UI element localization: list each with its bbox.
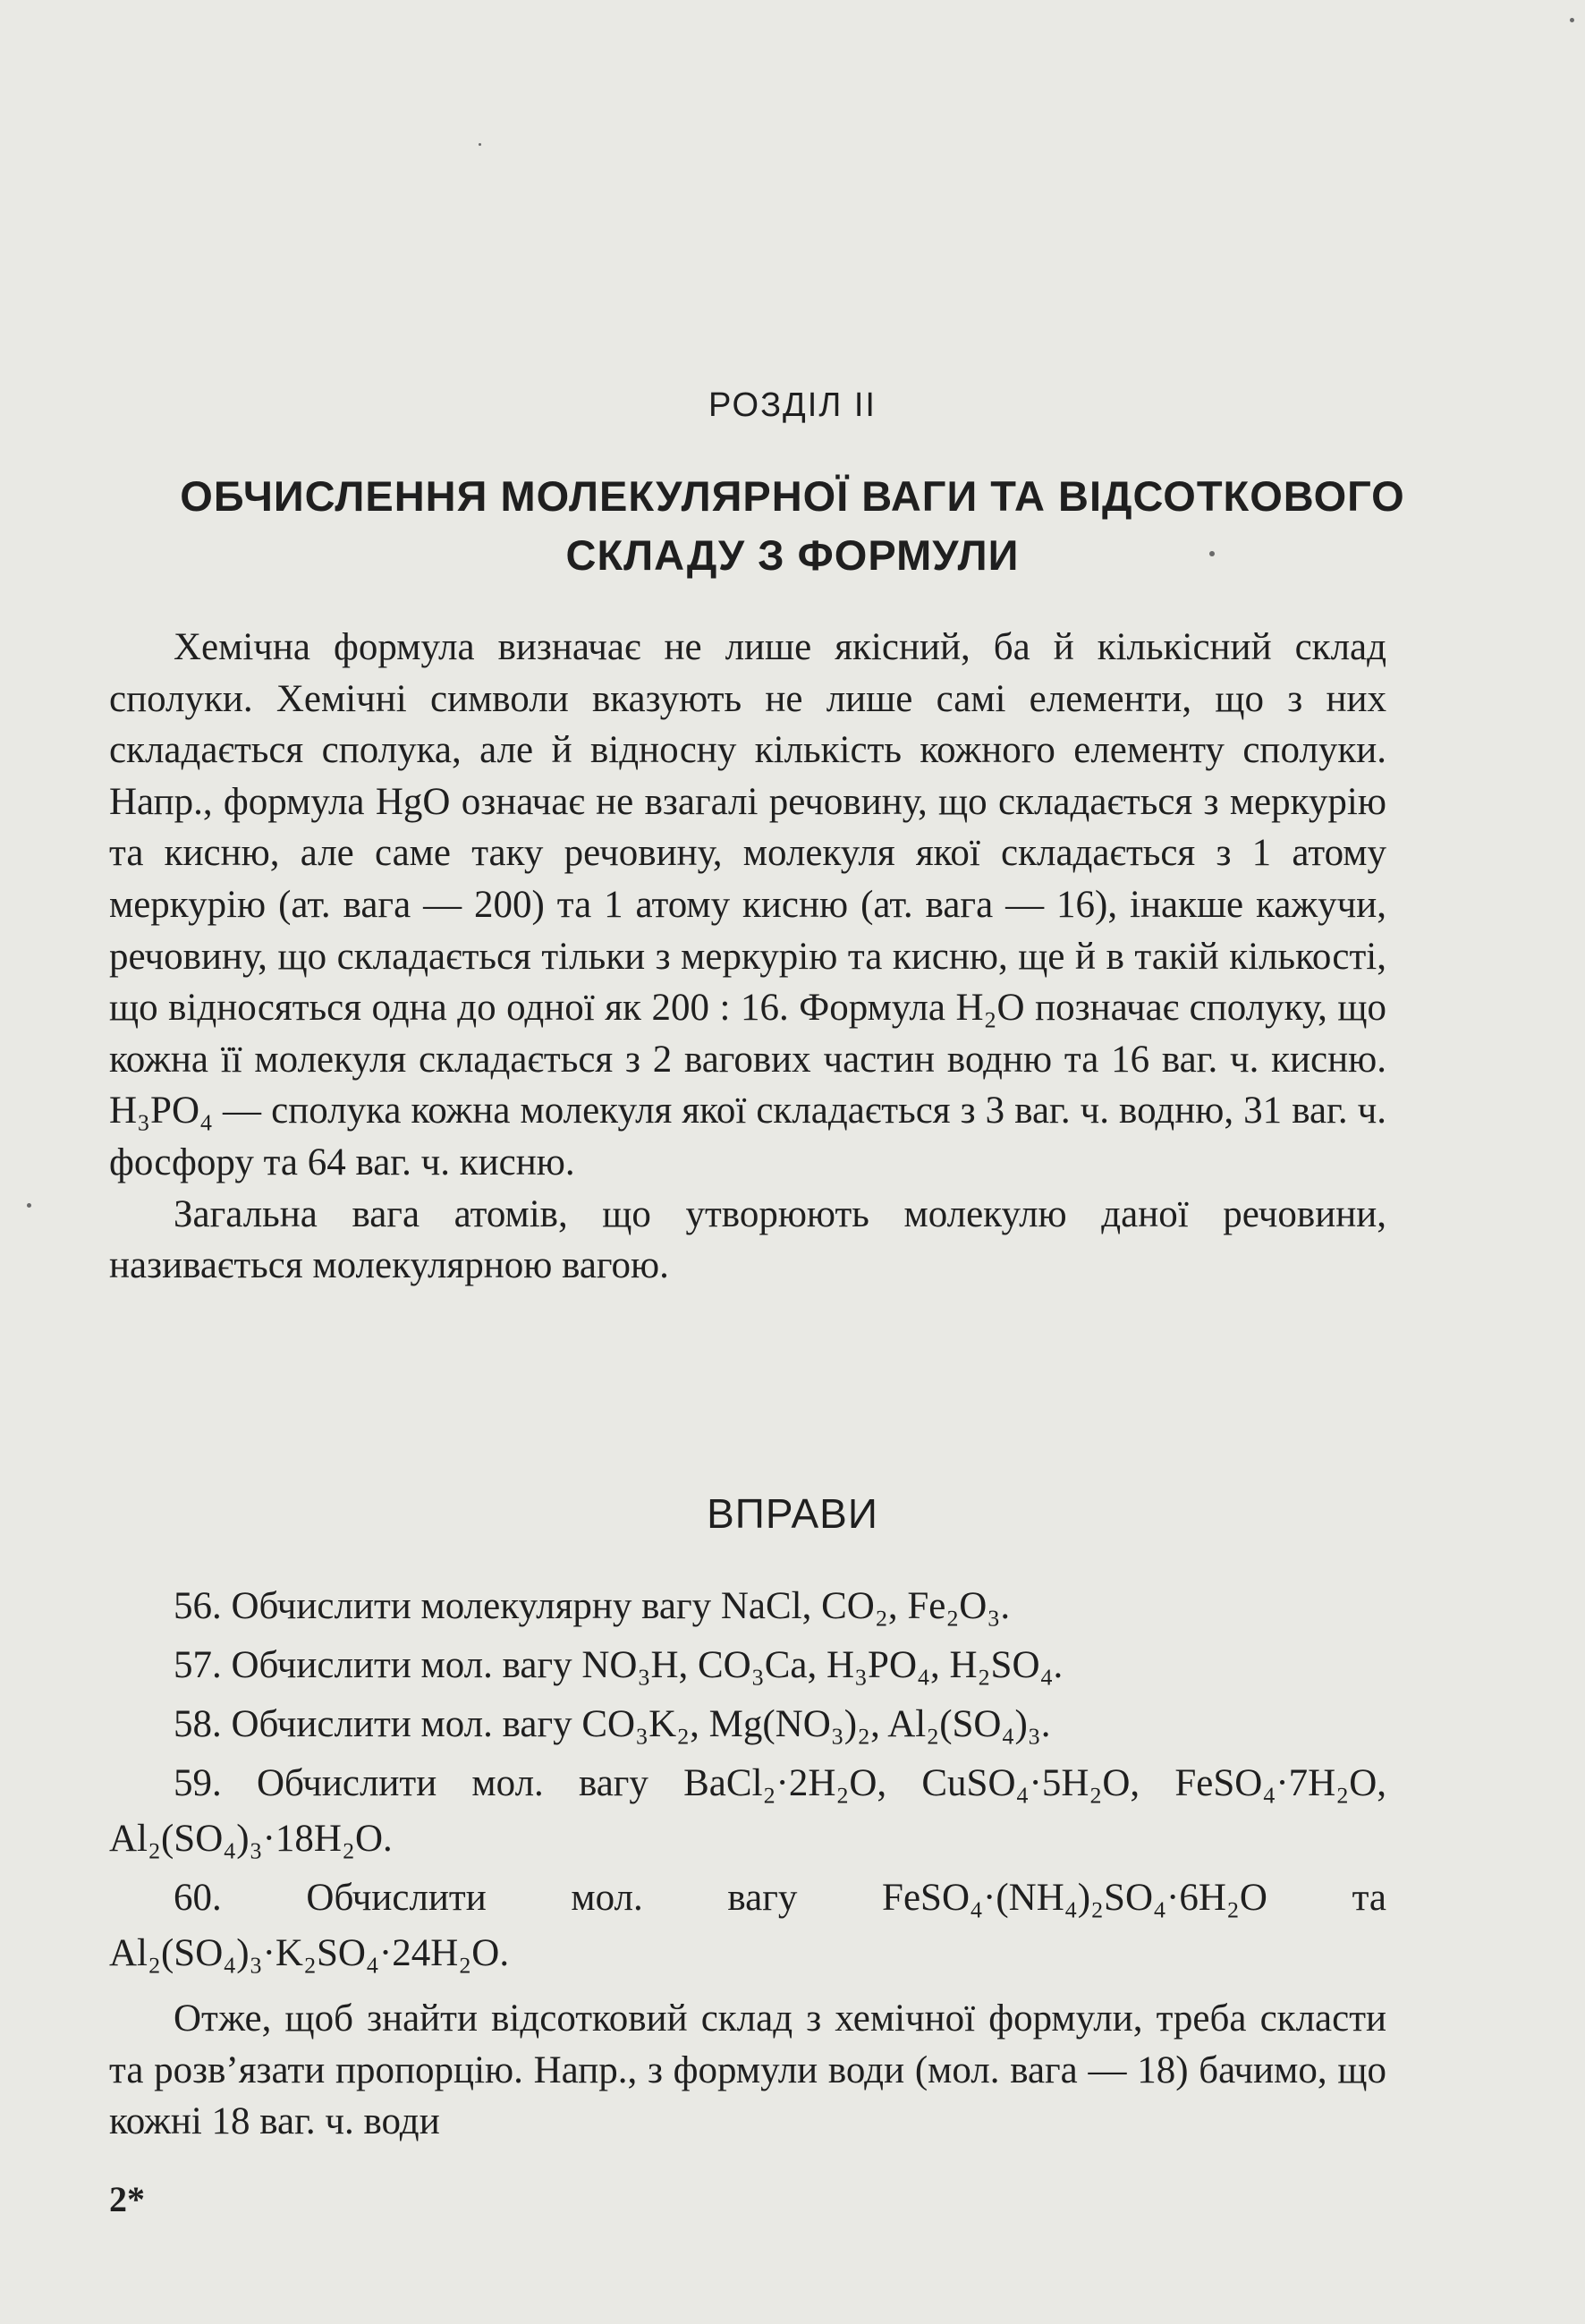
chapter-title xyxy=(89,467,1496,585)
intro-text xyxy=(109,622,1386,1292)
exercises-heading: ВПРАВИ xyxy=(707,1490,878,1537)
exercise-item: 59. Обчислити мол. вагу BaCl₂·2H₂O, CuSO₄·5H₂O, FeSO₄·7H₂O, Al₂(SO₄)₃·18H₂O. xyxy=(109,1762,1386,1860)
exercise-item: 56. Обчислити молекулярну вагу NaCl, CO₂, Fe₂O₃. xyxy=(174,1585,1011,1627)
scan-speck xyxy=(1209,551,1215,556)
signature-mark: 2* xyxy=(109,2179,145,2219)
section-label: РОЗДІЛ II xyxy=(708,386,877,424)
intro-paragraph: Хемічна формула визначає не лише якісний, ба й кількісний склад сполуки. Хемічні символи вказують не лише самі елементи, що з них складається сполука, але й відносну кількість кожного елементу сполуки. Напр., формула HgO означає не взагалі речовину, що складається з меркурію та кисню, але саме таку речовину, молекуля якої складається з 1 атому меркурію (ат. вага — 200) та 1 атому кисню (ат. вага — 16), інакше кажучи, речовину, що складається тільки з меркурію та кисню, ще й в такій кількості, що відносяться одна до одної як 200 : 16. Формула H₂O позначає сполуку, що кожна її молекуля складається з 2 вагових частин водню та 16 ваг. ч. кисню. H₃PO₄ — сполука кожна молекуля якої складається з 3 ваг. ч. водню, 31 ваг. ч. фосфору та 64 ваг. ч. кисню. xyxy=(109,626,1386,1183)
chapter-title-line-2: СКЛАДУ З ФОРМУЛИ xyxy=(565,531,1020,579)
conclusion-text xyxy=(109,1993,1386,2148)
intro-paragraph: Загальна вага атомів, що утворюють молекулю даної речовини, називається молекулярною вагою. xyxy=(109,1192,1386,1287)
chapter-title-line-1: ОБЧИСЛЕННЯ МОЛЕКУЛЯРНОЇ ВАГИ ТА ВІДСОТКОВОГО xyxy=(180,472,1405,520)
exercises-list xyxy=(109,1579,1386,1985)
scan-speck xyxy=(1570,18,1574,22)
exercise-item: 57. Обчислити мол. вагу NO₃H, CO₃Ca, H₃PO₄, H₂SO₄. xyxy=(174,1644,1064,1686)
exercise-item: 60. Обчислити мол. вагу FeSO₄·(NH₄)₂SO₄·6H₂O та Al₂(SO₄)₃·K₂SO₄·24H₂O. xyxy=(109,1877,1386,1974)
scan-speck xyxy=(479,143,481,146)
exercise-item: 58. Обчислити мол. вагу CO₃K₂, Mg(NO₃)₂, Al₂(SO₄)₃. xyxy=(174,1703,1051,1745)
conclusion-paragraph: Отже, щоб знайти відсотковий склад з хемічної формули, треба скласти та розв’язати пропорцію. Напр., з формули води (мол. вага — 18) бачимо, що кожні 18 ваг. ч. води xyxy=(109,1997,1386,2143)
scan-speck xyxy=(27,1203,31,1208)
